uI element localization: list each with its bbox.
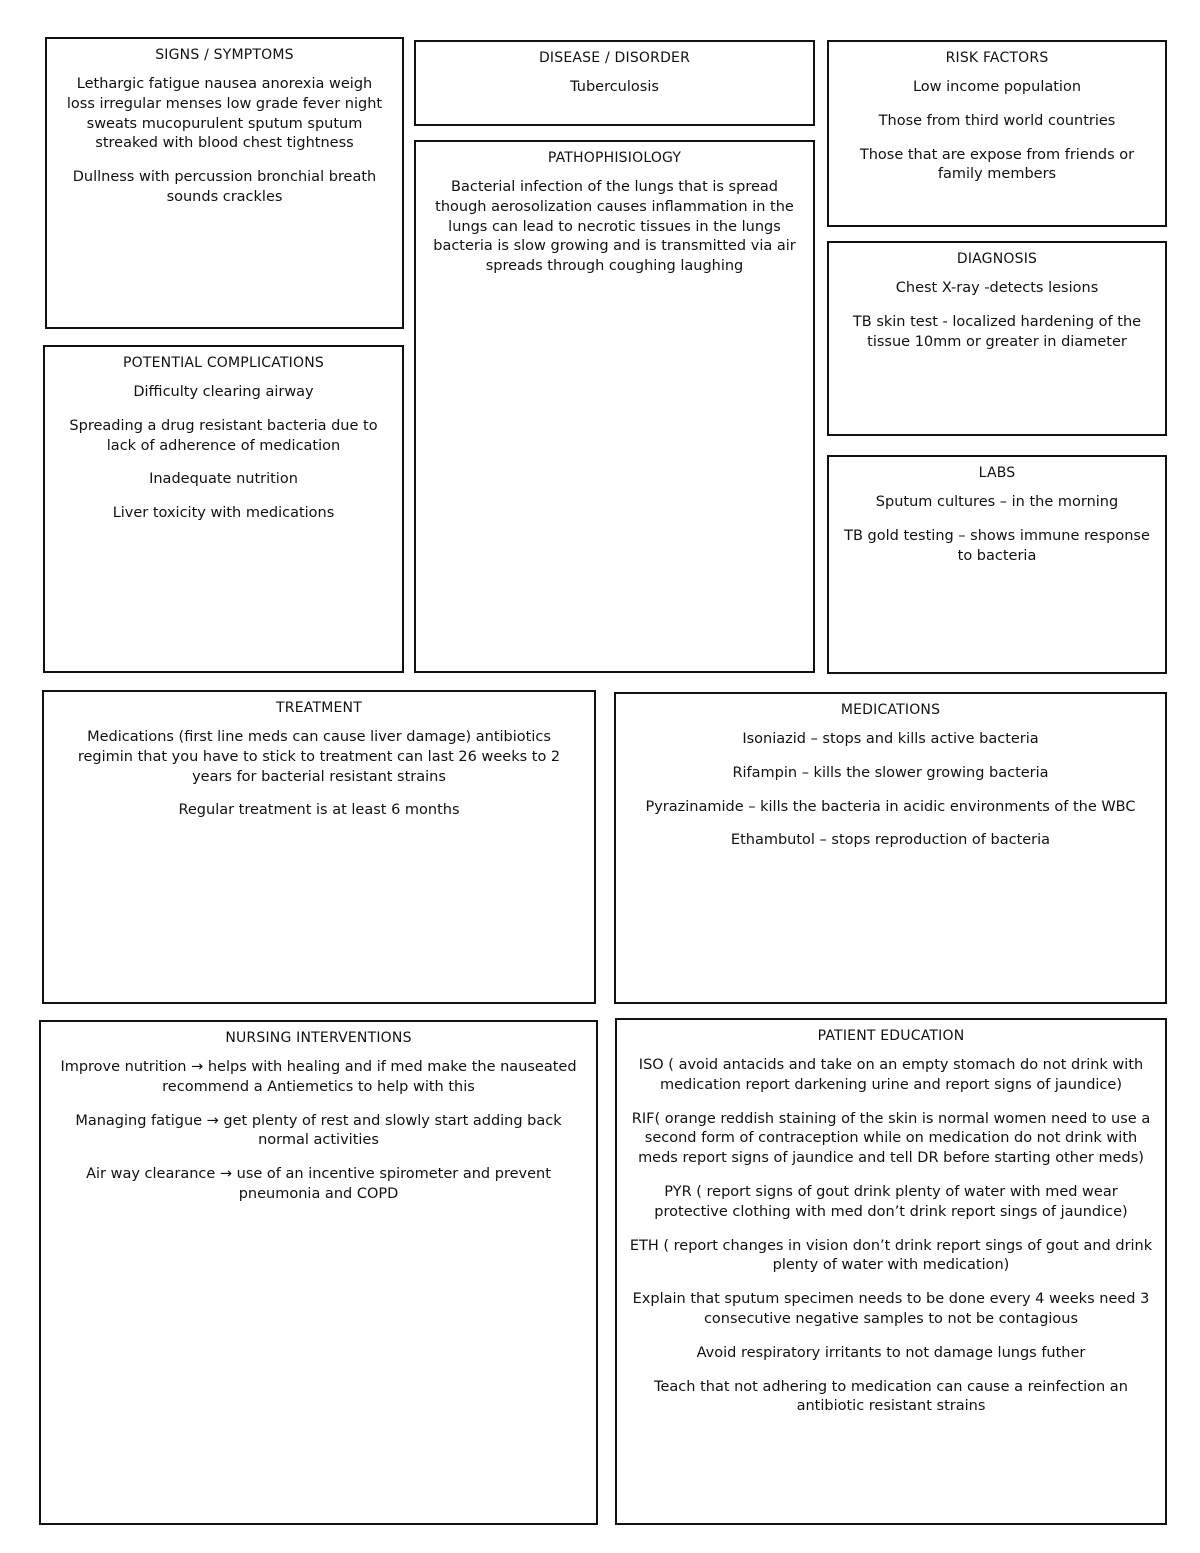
section-text: Managing fatigue → get plenty of rest and slowly start adding back normal activities <box>75 1112 562 1149</box>
section-title: RISK FACTORS <box>945 50 1049 66</box>
section-text: ISO ( avoid antacids and take on an empty stomach do not drink with medication report darkening urine and report signs of jaundice) <box>638 1057 1144 1093</box>
section-text: Dullness with percussion bronchial breath sounds crackles <box>72 169 377 205</box>
section-title: NURSING INTERVENTIONS <box>225 1030 412 1046</box>
treatment-box <box>42 690 596 1004</box>
section-text: ETH ( report changes in vision don’t drink report sings of gout and drink plenty of water with medication) <box>629 1237 1153 1274</box>
section-text: Avoid respiratory irritants to not damage lungs futher <box>696 1344 1086 1361</box>
section-title: DISEASE / DISORDER <box>538 50 691 66</box>
patient-education-box <box>615 1018 1167 1525</box>
labs-box <box>827 455 1167 674</box>
section-title: PATIENT EDUCATION <box>817 1028 965 1044</box>
pathophysiology-box <box>414 140 815 673</box>
diagnosis-box <box>827 241 1167 436</box>
signs-symptoms-box <box>45 37 404 329</box>
section-text: Air way clearance → use of an incentive spirometer and prevent pneumonia and COPD <box>86 1166 551 1202</box>
potential-complications-box <box>43 345 404 673</box>
disease-disorder-box <box>414 40 815 126</box>
section-text: Rifampin – kills the slower growing bacteria <box>732 764 1049 781</box>
nursing-interventions-box <box>39 1020 598 1525</box>
section-text: Regular treatment is at least 6 months <box>178 802 460 819</box>
section-title: DIAGNOSIS <box>956 251 1038 267</box>
section-text: RIF( orange reddish staining of the skin is normal women need to use a second form of contraception while on medication do not drink with meds report signs of jaundice and tell DR before starting other meds) <box>631 1110 1151 1167</box>
section-text: Those from third world countries <box>878 112 1116 129</box>
section-text: Liver toxicity with medications <box>112 505 335 522</box>
section-text: Pyrazinamide – kills the bacteria in acidic environments of the WBC <box>645 798 1136 815</box>
section-text: Lethargic fatigue nausea anorexia weigh loss irregular menses low grade fever night sweats mucopurulent sputum sputum streaked with blood chest tightness <box>66 76 383 152</box>
section-text: Explain that sputum specimen needs to be done every 4 weeks need 3 consecutive negative samples to not be contagious <box>632 1291 1150 1327</box>
section-text: Sputum cultures – in the morning <box>875 494 1119 510</box>
section-title: SIGNS / SYMPTOMS <box>155 47 294 63</box>
section-title: PATHOPHISIOLOGY <box>547 150 682 166</box>
section-text: Teach that not adhering to medication can cause a reinfection an antibiotic resistant strains <box>654 1378 1128 1415</box>
section-text: PYR ( report signs of gout drink plenty of water with med wear protective clothing with med don’t drink report sings of jaundice) <box>654 1183 1128 1220</box>
section-text: Isoniazid – stops and kills active bacteria <box>742 731 1039 747</box>
section-text: Difficulty clearing airway <box>133 384 314 400</box>
section-title: POTENTIAL COMPLICATIONS <box>122 355 324 371</box>
risk-factors-box <box>827 40 1167 227</box>
section-text: Inadequate nutrition <box>149 471 298 488</box>
section-text: Improve nutrition → helps with healing and if med make the nauseated recommend a Antiemetics to help with this <box>60 1059 577 1095</box>
section-text: TB skin test - localized hardening of the tissue 10mm or greater in diameter <box>852 313 1142 350</box>
section-text: Tuberculosis <box>570 79 659 95</box>
section-title: MEDICATIONS <box>840 702 941 718</box>
section-text: Bacterial infection of the lungs that is spread though aerosolization causes inflammation in the lungs can lead to necrotic tissues in the lungs bacteria is slow growing and is transmitted via air spreads through coughing laughing <box>433 179 796 275</box>
section-title: TREATMENT <box>276 700 362 716</box>
section-text: TB gold testing – shows immune response to bacteria <box>844 527 1150 564</box>
section-title: LABS <box>978 465 1016 481</box>
section-text: Those that are expose from friends or family members <box>859 146 1135 183</box>
medications-box <box>614 692 1167 1004</box>
section-text: Medications (first line meds can cause liver damage) antibiotics regimin that you have to stick to treatment can last 26 weeks to 2 years for bacterial resistant strains <box>77 729 561 785</box>
section-text: Ethambutol – stops reproduction of bacteria <box>730 832 1051 849</box>
section-text: Chest X-ray -detects lesions <box>895 280 1099 296</box>
section-text: Low income population <box>912 79 1082 95</box>
section-text: Spreading a drug resistant bacteria due to lack of adherence of medication <box>69 417 378 454</box>
